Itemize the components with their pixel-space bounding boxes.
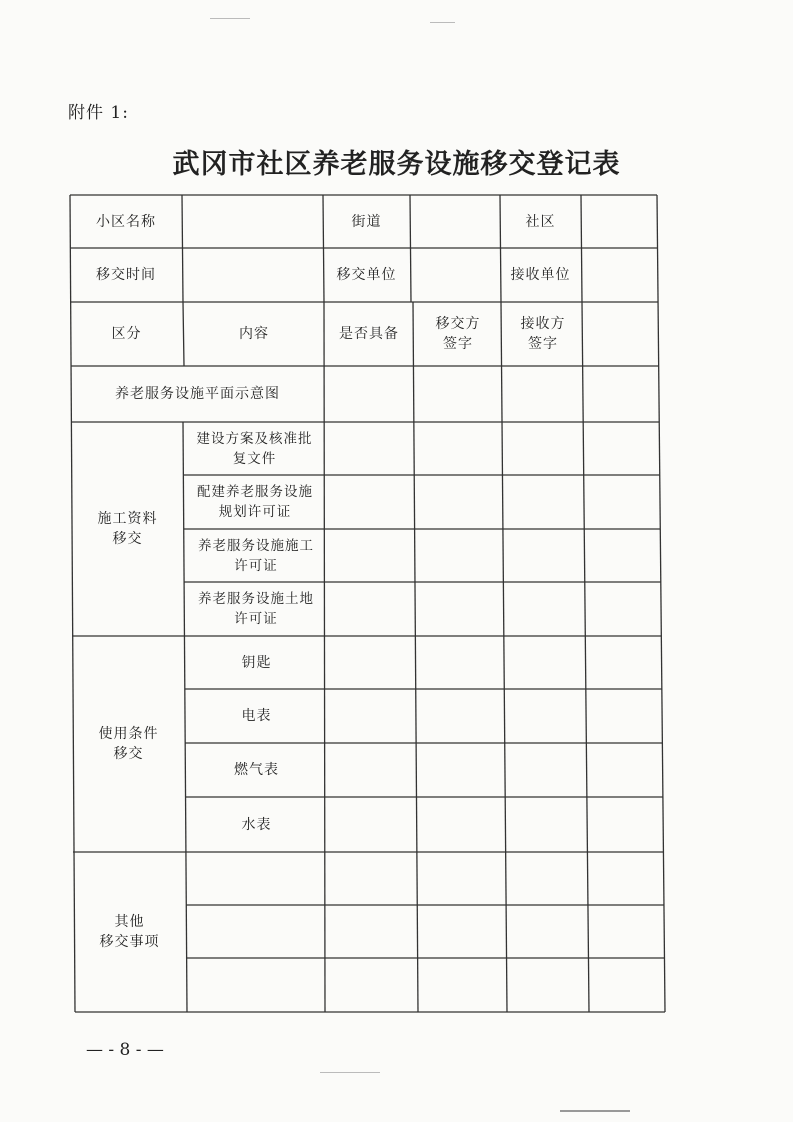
receive-unit-field[interactable] xyxy=(582,248,657,302)
transfer-unit-field[interactable] xyxy=(411,248,500,302)
street-label: 街道 xyxy=(351,213,382,230)
community-name-field[interactable] xyxy=(183,195,323,248)
community-field[interactable] xyxy=(582,195,657,248)
street-field[interactable] xyxy=(411,195,500,248)
transfer-unit-label: 移交单位 xyxy=(336,267,397,283)
scan-speck xyxy=(430,22,455,23)
scan-speck xyxy=(560,1110,630,1112)
transfer-time-label: 移交时间 xyxy=(96,267,156,283)
construction-group-label: 施工资料 移交 xyxy=(97,511,158,547)
page-number: — - 8 - — xyxy=(86,1040,164,1060)
transferor-sign-header: 移交方 签字 xyxy=(435,316,481,352)
construction-item: 养老服务设施施工 许可证 xyxy=(198,537,314,574)
floor-plan-label: 养老服务设施平面示意图 xyxy=(115,386,280,402)
usage-item: 燃气表 xyxy=(234,762,279,778)
usage-item: 电表 xyxy=(241,708,272,724)
scan-speck xyxy=(320,1072,380,1073)
receive-unit-label: 接收单位 xyxy=(510,267,571,283)
attachment-label: 附件 1: xyxy=(68,103,129,123)
form-title: 武冈市社区养老服务设施移交登记表 xyxy=(172,149,621,180)
category-header: 区分 xyxy=(111,326,142,342)
available-header: 是否具备 xyxy=(339,326,399,342)
other-group-label: 其他 移交事项 xyxy=(99,914,160,950)
construction-item: 配建养老服务设施 规划许可证 xyxy=(197,484,313,520)
construction-item: 建设方案及核准批 复文件 xyxy=(196,430,313,467)
scan-speck xyxy=(210,18,250,19)
construction-item: 养老服务设施土地 许可证 xyxy=(198,591,314,627)
community-name-label: 小区名称 xyxy=(96,213,156,230)
usage-item: 水表 xyxy=(241,816,272,833)
transfer-time-field[interactable] xyxy=(183,248,323,302)
community-label: 社区 xyxy=(525,213,556,230)
content-header: 内容 xyxy=(239,326,269,342)
receiver-sign-header: 接收方 签字 xyxy=(520,316,566,352)
usage-group-label: 使用条件 移交 xyxy=(98,726,159,762)
usage-item: 钥匙 xyxy=(241,654,272,671)
